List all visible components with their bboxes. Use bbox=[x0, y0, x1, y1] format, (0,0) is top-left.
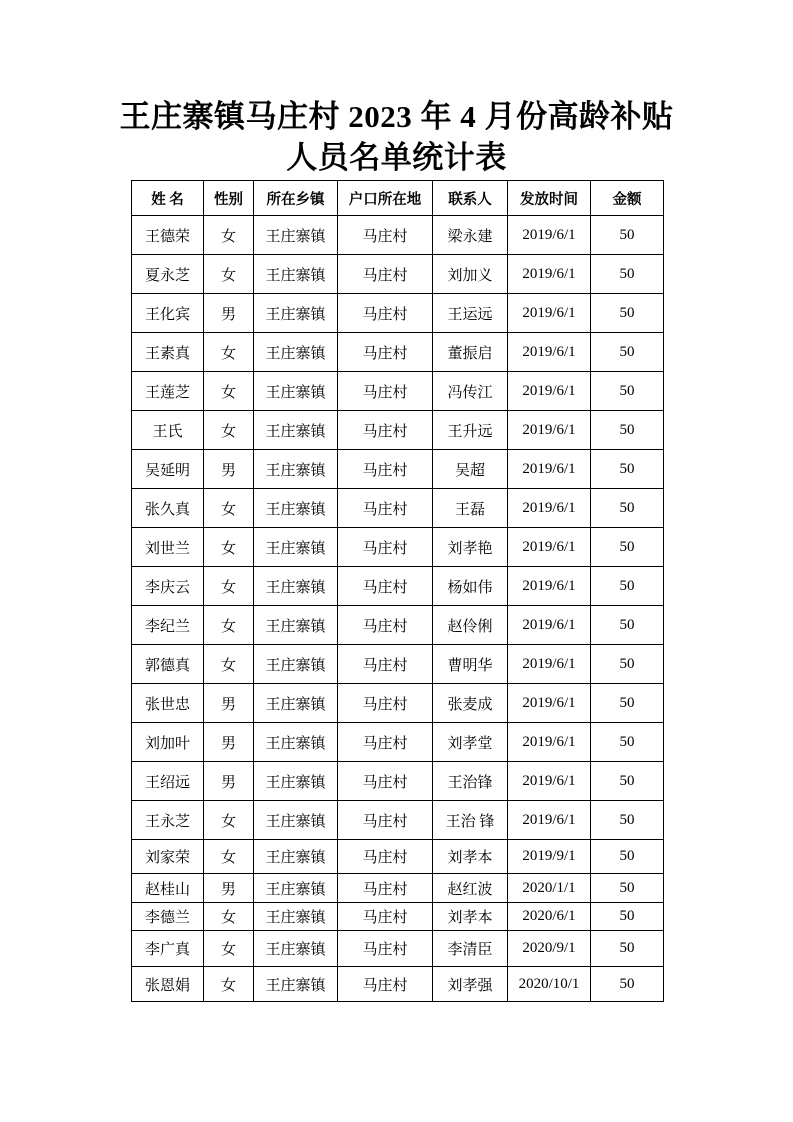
contact-cell: 王治 锋 bbox=[433, 801, 508, 840]
column-header-gender: 性别 bbox=[204, 181, 254, 216]
amount-cell: 50 bbox=[591, 801, 664, 840]
hukou-cell: 马庄村 bbox=[338, 840, 433, 874]
amount-cell: 50 bbox=[591, 931, 664, 967]
name-cell: 王德荣 bbox=[132, 216, 204, 255]
table-row bbox=[132, 333, 664, 372]
contact-cell: 吴超 bbox=[433, 450, 508, 489]
township-cell: 王庄寨镇 bbox=[254, 450, 338, 489]
amount-cell: 50 bbox=[591, 255, 664, 294]
contact-cell: 王磊 bbox=[433, 489, 508, 528]
table-row bbox=[132, 903, 664, 931]
hukou-cell: 马庄村 bbox=[338, 450, 433, 489]
amount-cell: 50 bbox=[591, 874, 664, 903]
amount-cell: 50 bbox=[591, 967, 664, 1002]
township-cell: 王庄寨镇 bbox=[254, 567, 338, 606]
amount-cell: 50 bbox=[591, 489, 664, 528]
gender-cell: 男 bbox=[204, 874, 254, 903]
name-cell: 王永芝 bbox=[132, 801, 204, 840]
column-header-contact: 联系人 bbox=[433, 181, 508, 216]
township-cell: 王庄寨镇 bbox=[254, 903, 338, 931]
table-row bbox=[132, 606, 664, 645]
amount-cell: 50 bbox=[591, 333, 664, 372]
hukou-cell: 马庄村 bbox=[338, 645, 433, 684]
township-cell: 王庄寨镇 bbox=[254, 372, 338, 411]
table-row bbox=[132, 967, 664, 1002]
date-cell: 2019/6/1 bbox=[508, 801, 591, 840]
gender-cell: 女 bbox=[204, 645, 254, 684]
name-cell: 吴延明 bbox=[132, 450, 204, 489]
contact-cell: 刘加义 bbox=[433, 255, 508, 294]
gender-cell: 女 bbox=[204, 489, 254, 528]
date-cell: 2019/6/1 bbox=[508, 216, 591, 255]
township-cell: 王庄寨镇 bbox=[254, 762, 338, 801]
amount-cell: 50 bbox=[591, 903, 664, 931]
contact-cell: 王升远 bbox=[433, 411, 508, 450]
gender-cell: 女 bbox=[204, 931, 254, 967]
hukou-cell: 马庄村 bbox=[338, 567, 433, 606]
amount-cell: 50 bbox=[591, 528, 664, 567]
contact-cell: 张麦成 bbox=[433, 684, 508, 723]
column-header-hukou: 户口所在地 bbox=[338, 181, 433, 216]
name-cell: 李广真 bbox=[132, 931, 204, 967]
name-cell: 李德兰 bbox=[132, 903, 204, 931]
name-cell: 刘世兰 bbox=[132, 528, 204, 567]
table-row bbox=[132, 801, 664, 840]
header-row bbox=[132, 181, 664, 216]
table-row bbox=[132, 216, 664, 255]
gender-cell: 女 bbox=[204, 567, 254, 606]
table-row bbox=[132, 372, 664, 411]
gender-cell: 男 bbox=[204, 723, 254, 762]
contact-cell: 刘孝堂 bbox=[433, 723, 508, 762]
gender-cell: 男 bbox=[204, 762, 254, 801]
contact-cell: 刘孝艳 bbox=[433, 528, 508, 567]
date-cell: 2020/1/1 bbox=[508, 874, 591, 903]
name-cell: 王绍远 bbox=[132, 762, 204, 801]
township-cell: 王庄寨镇 bbox=[254, 684, 338, 723]
gender-cell: 女 bbox=[204, 255, 254, 294]
subsidy-roster-table bbox=[131, 180, 664, 1002]
hukou-cell: 马庄村 bbox=[338, 967, 433, 1002]
amount-cell: 50 bbox=[591, 762, 664, 801]
table-row bbox=[132, 684, 664, 723]
contact-cell: 冯传江 bbox=[433, 372, 508, 411]
name-cell: 赵桂山 bbox=[132, 874, 204, 903]
township-cell: 王庄寨镇 bbox=[254, 333, 338, 372]
table-row bbox=[132, 528, 664, 567]
name-cell: 李庆云 bbox=[132, 567, 204, 606]
name-cell: 王氏 bbox=[132, 411, 204, 450]
gender-cell: 女 bbox=[204, 967, 254, 1002]
contact-cell: 刘孝强 bbox=[433, 967, 508, 1002]
hukou-cell: 马庄村 bbox=[338, 294, 433, 333]
hukou-cell: 马庄村 bbox=[338, 684, 433, 723]
date-cell: 2019/9/1 bbox=[508, 840, 591, 874]
gender-cell: 女 bbox=[204, 840, 254, 874]
table-row bbox=[132, 645, 664, 684]
township-cell: 王庄寨镇 bbox=[254, 931, 338, 967]
gender-cell: 女 bbox=[204, 333, 254, 372]
name-cell: 张恩娟 bbox=[132, 967, 204, 1002]
date-cell: 2019/6/1 bbox=[508, 645, 591, 684]
name-cell: 刘加叶 bbox=[132, 723, 204, 762]
contact-cell: 刘孝本 bbox=[433, 903, 508, 931]
column-header-date: 发放时间 bbox=[508, 181, 591, 216]
contact-cell: 王治锋 bbox=[433, 762, 508, 801]
hukou-cell: 马庄村 bbox=[338, 411, 433, 450]
township-cell: 王庄寨镇 bbox=[254, 216, 338, 255]
table-header bbox=[132, 181, 664, 216]
date-cell: 2019/6/1 bbox=[508, 606, 591, 645]
amount-cell: 50 bbox=[591, 645, 664, 684]
gender-cell: 女 bbox=[204, 528, 254, 567]
township-cell: 王庄寨镇 bbox=[254, 255, 338, 294]
gender-cell: 女 bbox=[204, 372, 254, 411]
table-row bbox=[132, 255, 664, 294]
amount-cell: 50 bbox=[591, 840, 664, 874]
gender-cell: 男 bbox=[204, 450, 254, 489]
document-title bbox=[0, 96, 793, 178]
name-cell: 李纪兰 bbox=[132, 606, 204, 645]
township-cell: 王庄寨镇 bbox=[254, 489, 338, 528]
amount-cell: 50 bbox=[591, 684, 664, 723]
table-row bbox=[132, 762, 664, 801]
table-row bbox=[132, 411, 664, 450]
hukou-cell: 马庄村 bbox=[338, 255, 433, 294]
date-cell: 2019/6/1 bbox=[508, 489, 591, 528]
hukou-cell: 马庄村 bbox=[338, 762, 433, 801]
township-cell: 王庄寨镇 bbox=[254, 723, 338, 762]
contact-cell: 王运远 bbox=[433, 294, 508, 333]
name-cell: 夏永芝 bbox=[132, 255, 204, 294]
amount-cell: 50 bbox=[591, 450, 664, 489]
hukou-cell: 马庄村 bbox=[338, 216, 433, 255]
hukou-cell: 马庄村 bbox=[338, 333, 433, 372]
amount-cell: 50 bbox=[591, 216, 664, 255]
table-row bbox=[132, 567, 664, 606]
name-cell: 郭德真 bbox=[132, 645, 204, 684]
amount-cell: 50 bbox=[591, 606, 664, 645]
hukou-cell: 马庄村 bbox=[338, 528, 433, 567]
name-cell: 王素真 bbox=[132, 333, 204, 372]
contact-cell: 曹明华 bbox=[433, 645, 508, 684]
date-cell: 2019/6/1 bbox=[508, 372, 591, 411]
hukou-cell: 马庄村 bbox=[338, 801, 433, 840]
date-cell: 2020/9/1 bbox=[508, 931, 591, 967]
amount-cell: 50 bbox=[591, 723, 664, 762]
name-cell: 刘家荣 bbox=[132, 840, 204, 874]
date-cell: 2019/6/1 bbox=[508, 411, 591, 450]
table-row bbox=[132, 294, 664, 333]
date-cell: 2020/6/1 bbox=[508, 903, 591, 931]
township-cell: 王庄寨镇 bbox=[254, 411, 338, 450]
gender-cell: 女 bbox=[204, 216, 254, 255]
date-cell: 2019/6/1 bbox=[508, 255, 591, 294]
hukou-cell: 马庄村 bbox=[338, 723, 433, 762]
date-cell: 2019/6/1 bbox=[508, 333, 591, 372]
hukou-cell: 马庄村 bbox=[338, 874, 433, 903]
gender-cell: 女 bbox=[204, 411, 254, 450]
hukou-cell: 马庄村 bbox=[338, 903, 433, 931]
amount-cell: 50 bbox=[591, 294, 664, 333]
title-line-1: 王庄寨镇马庄村 2023 年 4 月份高龄补贴 bbox=[119, 99, 674, 134]
amount-cell: 50 bbox=[591, 372, 664, 411]
contact-cell: 赵红波 bbox=[433, 874, 508, 903]
township-cell: 王庄寨镇 bbox=[254, 840, 338, 874]
contact-cell: 梁永建 bbox=[433, 216, 508, 255]
date-cell: 2019/6/1 bbox=[508, 450, 591, 489]
contact-cell: 刘孝本 bbox=[433, 840, 508, 874]
name-cell: 张世忠 bbox=[132, 684, 204, 723]
contact-cell: 李清臣 bbox=[433, 931, 508, 967]
gender-cell: 女 bbox=[204, 801, 254, 840]
table-row bbox=[132, 931, 664, 967]
column-header-amount: 金额 bbox=[591, 181, 664, 216]
date-cell: 2019/6/1 bbox=[508, 723, 591, 762]
hukou-cell: 马庄村 bbox=[338, 489, 433, 528]
date-cell: 2019/6/1 bbox=[508, 762, 591, 801]
table-body bbox=[132, 216, 664, 1002]
township-cell: 王庄寨镇 bbox=[254, 874, 338, 903]
hukou-cell: 马庄村 bbox=[338, 931, 433, 967]
column-header-name: 姓 名 bbox=[132, 181, 204, 216]
township-cell: 王庄寨镇 bbox=[254, 528, 338, 567]
date-cell: 2019/6/1 bbox=[508, 567, 591, 606]
amount-cell: 50 bbox=[591, 411, 664, 450]
contact-cell: 赵伶俐 bbox=[433, 606, 508, 645]
date-cell: 2019/6/1 bbox=[508, 684, 591, 723]
township-cell: 王庄寨镇 bbox=[254, 967, 338, 1002]
date-cell: 2019/6/1 bbox=[508, 294, 591, 333]
table-row bbox=[132, 840, 664, 874]
township-cell: 王庄寨镇 bbox=[254, 645, 338, 684]
contact-cell: 董振启 bbox=[433, 333, 508, 372]
title-line-2: 人员名单统计表 bbox=[286, 140, 507, 175]
name-cell: 张久真 bbox=[132, 489, 204, 528]
contact-cell: 杨如伟 bbox=[433, 567, 508, 606]
date-cell: 2019/6/1 bbox=[508, 528, 591, 567]
hukou-cell: 马庄村 bbox=[338, 372, 433, 411]
table-row bbox=[132, 450, 664, 489]
name-cell: 王化宾 bbox=[132, 294, 204, 333]
table-row bbox=[132, 489, 664, 528]
column-header-township: 所在乡镇 bbox=[254, 181, 338, 216]
gender-cell: 女 bbox=[204, 903, 254, 931]
table-row bbox=[132, 723, 664, 762]
gender-cell: 女 bbox=[204, 606, 254, 645]
township-cell: 王庄寨镇 bbox=[254, 606, 338, 645]
hukou-cell: 马庄村 bbox=[338, 606, 433, 645]
township-cell: 王庄寨镇 bbox=[254, 801, 338, 840]
table-row bbox=[132, 874, 664, 903]
amount-cell: 50 bbox=[591, 567, 664, 606]
date-cell: 2020/10/1 bbox=[508, 967, 591, 1002]
gender-cell: 男 bbox=[204, 294, 254, 333]
name-cell: 王莲芝 bbox=[132, 372, 204, 411]
township-cell: 王庄寨镇 bbox=[254, 294, 338, 333]
gender-cell: 男 bbox=[204, 684, 254, 723]
